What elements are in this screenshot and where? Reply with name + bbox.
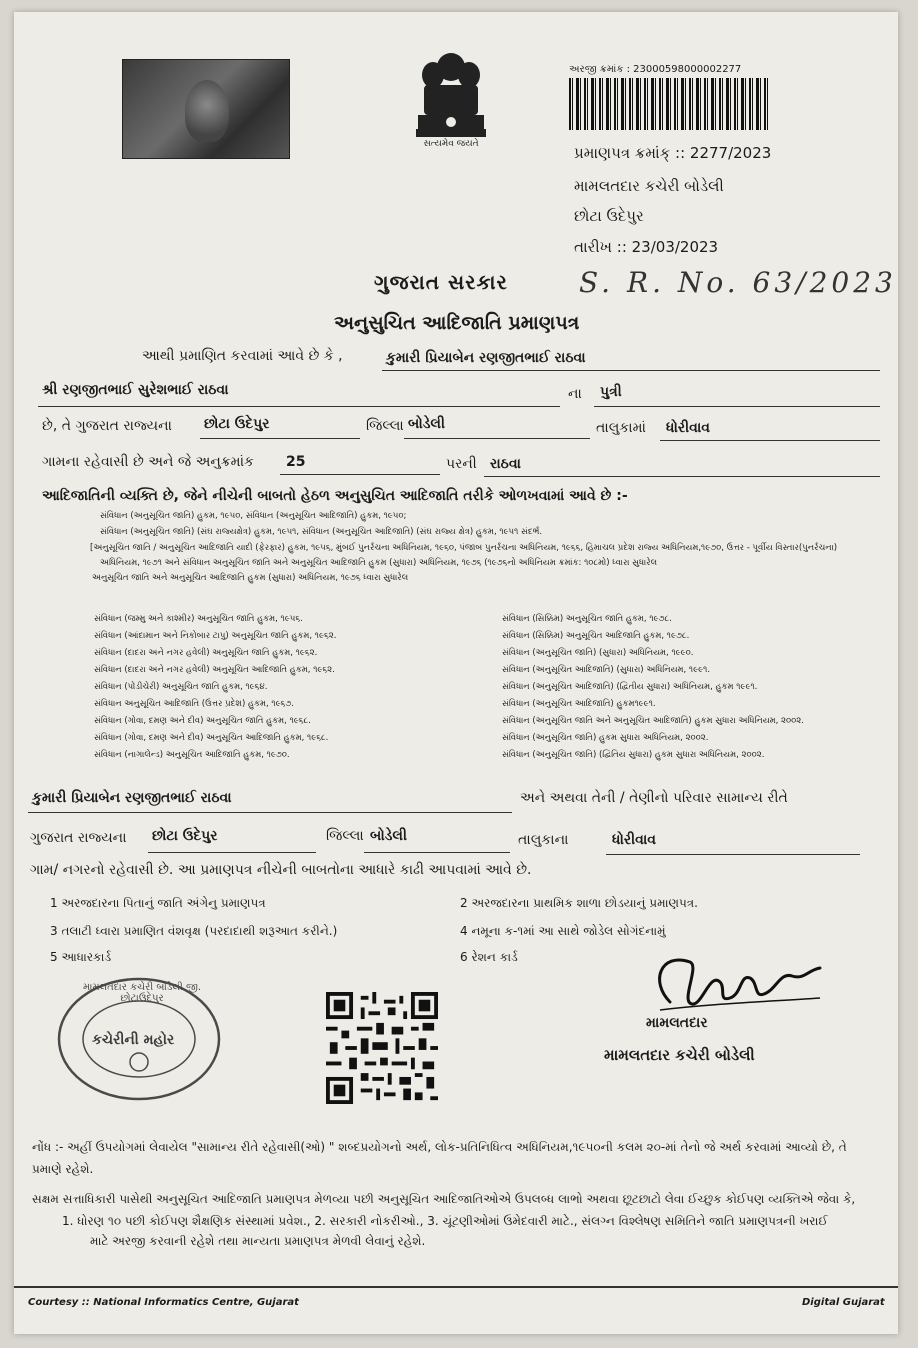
orders-left-list	[94, 612, 474, 765]
applicant-name-repeat: કુમારી પ્રિયાબેન રણજીતભાઈ રાઠવા	[32, 790, 232, 806]
taluka-name: બોડેલી	[408, 416, 446, 432]
na-label: ના	[568, 386, 582, 402]
orders-right-list	[502, 612, 882, 765]
order-item: સંવિધાન (ગોવા, દમણ અને દીવ) અનુસૂચિત જાતિ હુકમ, ૧૯૬૮.	[94, 716, 311, 726]
document-item: 5 આધારકાર્ડ	[50, 950, 112, 964]
order-item: સંવિધાન (અનુસૂચિત જાતિ અને અનુસૂચિત આદિજાતિ) હુકમ સુધારા અધિનિયમ, ૨૦૦૨.	[502, 716, 804, 726]
tribe-name: રાઠવા	[490, 456, 521, 472]
taluka-label: તાલુકામાં	[596, 420, 646, 436]
jillo-label: જિલ્લા	[366, 418, 404, 434]
order-item: સંવિધાન (અનુસૂચિત જાતિ) (સુધારા) અધિનિયમ, ૧૯૯૦.	[502, 648, 694, 658]
application-number: અરજી ક્રમાંક : 23000598000002277	[569, 64, 742, 75]
parni-label: પરની	[446, 456, 477, 472]
village-name-repeat: ધોરીવાવ	[612, 832, 657, 848]
document-item: 6 રેશન કાર્ડ	[460, 950, 518, 964]
legal-line: અનુસૂચિત જાતિ અને અનુસૂચિત આદિજાતિ હુકમ (સુધારા) અધિનિયમ, ૧૯૭૬ ધ્વારા સુધારેલ	[92, 573, 409, 583]
order-item: સંવિધાન (અનુસૂચિત જાતિ) (દ્વિતિય સુધારા) હુકમ સુધારા અધિનિયમ, ૨૦૦૨.	[502, 750, 765, 760]
village-name: ધોરીવાવ	[666, 420, 711, 436]
order-item: સંવિધાન (આંદામાન અને નિકોબાર ટાપુ) અનુસૂચિત જાતિ હુકમ, ૧૯૬૨.	[94, 631, 337, 641]
certificate-number: પ્રમાણપત્ર ક્રમાંક્ :: 2277/2023	[574, 144, 772, 162]
taluka-name-repeat: બોડેલી	[370, 828, 408, 844]
certificate-page	[14, 12, 898, 1334]
document-item: 1 અરજદારના પિતાનું જાતિ અંગેનુ પ્રમાણપત્ર	[50, 896, 266, 910]
resident-basis-text: ગામ/ નગરનો રહેવાસી છે. આ પ્રમાણપત્ર નીચેની બાબતોના આધારે કાઢી આપવામાં આવે છે.	[30, 862, 532, 878]
issuing-district: છોટા ઉદેપુર	[574, 207, 644, 225]
order-item: સંવિધાન (પોંડીચેરી) અનુસૂચિત જાતિ હુકમ, ૧૯૬૪.	[94, 682, 268, 692]
issuing-office: મામલતદાર કચેરી બોડેલી	[574, 177, 724, 195]
taluka-label-repeat: તાલુકાના	[518, 832, 569, 848]
footer-brand: Digital Gujarat	[802, 1297, 885, 1308]
signatory-office: મામલતદાર કચેરી બોડેલી	[604, 1046, 755, 1064]
document-item: 3 તલાટી ધ્વારા પ્રમાણિત વંશવૃક્ષ (પરદાદાથી શરૂઆત કરીને.)	[50, 924, 338, 938]
legal-line: અધિનિયમ, ૧૯૭૧ અને સંવિધાન અનુસૂચિત જાતિ અને અનુસૂચિત આદિજાતિ હુકમ (સુધારા) અધિનિયમ, ૧૯૭૬ (૧૯૭૬નો અધિનિયમ ક્રમાંક: ૧૦૮મો) ધ્વારા સુધારેલ	[100, 558, 658, 568]
order-item: સંવિધાન (દાદરા અને નગર હવેલી) અનુસૂચિત આદિજાતિ હુકમ, ૧૯૬૨.	[94, 665, 335, 675]
emblem-motto: સત્યમેવ જયતે	[423, 139, 479, 149]
district-name-repeat: છોટા ઉદેપુર	[152, 828, 218, 844]
seal-center-text: કચેરીની મહોર	[92, 1032, 175, 1048]
issue-date: તારીખ :: 23/03/2023	[574, 238, 719, 256]
order-item: સંવિધાન (જમ્મુ અને કાશ્મીર) અનુસૂચિત જાતિ હુકમ, ૧૯૫૬.	[94, 614, 303, 624]
footer-courtesy: Courtesy :: National Informatics Centre, Gujarat	[28, 1297, 299, 1308]
applicant-photo	[122, 59, 290, 159]
relation: પુત્રી	[600, 384, 622, 400]
footer-rule	[14, 1286, 898, 1288]
intro-text: આથી પ્રમાણિત કરવામાં આવે છે કે ,	[142, 348, 343, 364]
applicant-name: કુમારી પ્રિયાબેન રણજીતભાઈ રાઠવા	[386, 350, 586, 366]
signature-scribble	[630, 942, 830, 1022]
certificate-title: અનુસુચિત આદિજાતિ પ્રમાણપત્ર	[334, 312, 580, 334]
order-item: સંવિધાન (દાદરા અને નગર હવેલી) અનુસૂચિત જાતિ હુકમ, ૧૯૬૨.	[94, 648, 318, 658]
legal-references	[90, 511, 886, 584]
note-line: માટે અરજી કરવાની રહેશે તથા માન્યતા પ્રમાણપત્ર મેળવી લેવાનું રહેશે.	[90, 1234, 426, 1248]
legal-line: સંવિધાન (અનુસૂચિત જાતિ) હુકમ, ૧૯૫૦, સંવિધાન (અનુસૂચિત આદિજાતિ) હુકમ, ૧૯૫૦;	[100, 511, 407, 521]
order-item: સંવિધાન (ગોવા, દમણ અને દીવ) અનુસૂચિત આદિજાતિ હુકમ, ૧૯૬૮.	[94, 733, 329, 743]
order-item: સંવિધાન અનુસૂચિત આદિજાતિ (ઉત્તર પ્રદેશ) હુકમ, ૧૯૬૭.	[94, 699, 295, 709]
order-item: સંવિધાન (સિક્કિમ) અનુસૂચિત જાતિ હુકમ, ૧૯૭૮.	[502, 614, 672, 624]
jillo-label-repeat: જિલ્લા	[326, 828, 364, 844]
qr-code-icon	[326, 992, 438, 1104]
note-line: સક્ષમ સત્તાધિકારી પાસેથી અનુસૂચિત આદિજાતિ પ્રમાણપત્ર મેળવ્યા પછી અનુસૂચિત આદિજાતિઓએ ઉપલબ્ધ લાભો અથવા છૂટછાટો લેવા ઈચ્છુક કોઈપણ વ્યક્તિએ જેવા કે,	[32, 1192, 856, 1206]
barcode	[569, 78, 769, 130]
state-text: છે, તે ગુજરાત રાજ્યના	[42, 418, 172, 434]
order-item: સંવિધાન (સિક્કિમ) અનુસૂચિત આદિજાતિ હુકમ, ૧૯૭૮.	[502, 631, 690, 641]
serial-number: 25	[286, 454, 306, 470]
government-title: ગુજરાત સરકાર	[374, 270, 508, 294]
order-item: સંવિધાન (અનુસૂચિત આદિજાતિ) હુકમ૧૯૯૧.	[502, 699, 656, 709]
signatory-designation: મામલતદાર	[646, 1015, 708, 1031]
seal-ring-text: મામલતદાર કચેરી બોડેલી જી. છોટાઉદેપુર	[82, 982, 202, 1004]
father-name: શ્રી રણજીતભાઈ સુરેશભાઈ રાઠવા	[42, 382, 229, 398]
order-item: સંવિધાન (અનુસૂચિત આદિજાતિ) (સુધારા) અધિનિયમ, ૧૯૯૧.	[502, 665, 711, 675]
legal-line: [અનુસૂચિત જાતિ / અનુસૂચિત આદિજાતિ યાદી (ફેરફાર) હુકમ, ૧૯૫૬, મુંબઈ પુનર્રચના અધિનિયમ, ૧૯૬૦, પંજાબ પુનર્રચના અધિનિયમ, ૧૯૬૬, હિમાચલ પ્રદેશ રાજ્ય અધિનિયમ,૧૯૭૦, ઉત્તર - પૂર્વીય વિસ્તાર(પુનર્રચના)	[90, 543, 838, 553]
note-line: પ્રમાણે રહેશે.	[32, 1162, 94, 1176]
district-name: છોટા ઉદેપુર	[204, 416, 270, 432]
document-item: 4 નમૂના ક-૧માં આ સાથે જોડેલ સોગંદનામું	[460, 924, 666, 938]
order-item: સંવિધાન (અનુસૂચિત જાતિ) હુકમ સુધારા અધિનિયમ, ૨૦૦૨.	[502, 733, 709, 743]
legal-line: સંવિધાન (અનુસૂચિત જાતિ) (સંઘ રાજ્યક્ષેત્ર) હુકમ, ૧૯૫૧, સંવિધાન (અનુસૂચિત આદિજાતિ) (સંઘ રાજ્ય ક્ષેત્ર) હુકમ, ૧૯૫૧ સંદર્ભ.	[100, 527, 543, 537]
note-line: 1. ધોરણ ૧૦ પછી કોઈપણ શૈક્ષણિક સંસ્થામાં પ્રવેશ., 2. સરકારી નોકરીઓ., 3. ચૂંટણીઓમાં ઉમેદવારી માટે., સંલગ્ન વિશ્લેષણ સમિતિને જાતિ પ્રમાણપત્રની ખરાઈ	[62, 1214, 828, 1228]
resident-text: ગામના રહેવાસી છે અને જે અનુક્રમાંક	[42, 454, 254, 470]
order-item: સંવિધાન (અનુસૂચિત આદિજાતિ) (દ્વિતીય સુધારા) અધિનિયમ, હુકમ ૧૯૯૧.	[502, 682, 758, 692]
family-text: અને અથવા તેની / તેણીનો પરિવાર સામાન્ય રીતે	[520, 790, 788, 806]
sr-number-handwritten: S. R. No. 63/2023	[579, 266, 897, 299]
note-line: નોંધ :- અહીં ઉપયોગમાં લેવાયેલ "સામાન્ય રીતે રહેવાસી(ઓ) " શબ્દપ્રયોગનો અર્થ, લોક-પ્રતિનિધિત્વ અધિનિયમ,૧૯૫૦ની કલમ ૨૦-માં તેનો જે અર્થ કરવામાં આવ્યો છે, તે	[32, 1140, 847, 1154]
document-item: 2 અરજદારના પ્રાથમિક શાળા છોડયાનું પ્રમાણપત્ર.	[460, 896, 698, 910]
tribe-line: આદિજાતિની વ્યક્તિ છે, જેને નીચેની બાબતો હેઠળ અનુસુચિત આદિજાતિ તરીકે ઓળખવામાં આવે છે :-	[42, 488, 628, 504]
order-item: સંવિધાન (નાગાલેન્ડ) અનુસૂચિત આદિજાતિ હુકમ, ૧૯૭૦.	[94, 750, 290, 760]
state-label: ગુજરાત રાજ્યના	[30, 830, 127, 846]
